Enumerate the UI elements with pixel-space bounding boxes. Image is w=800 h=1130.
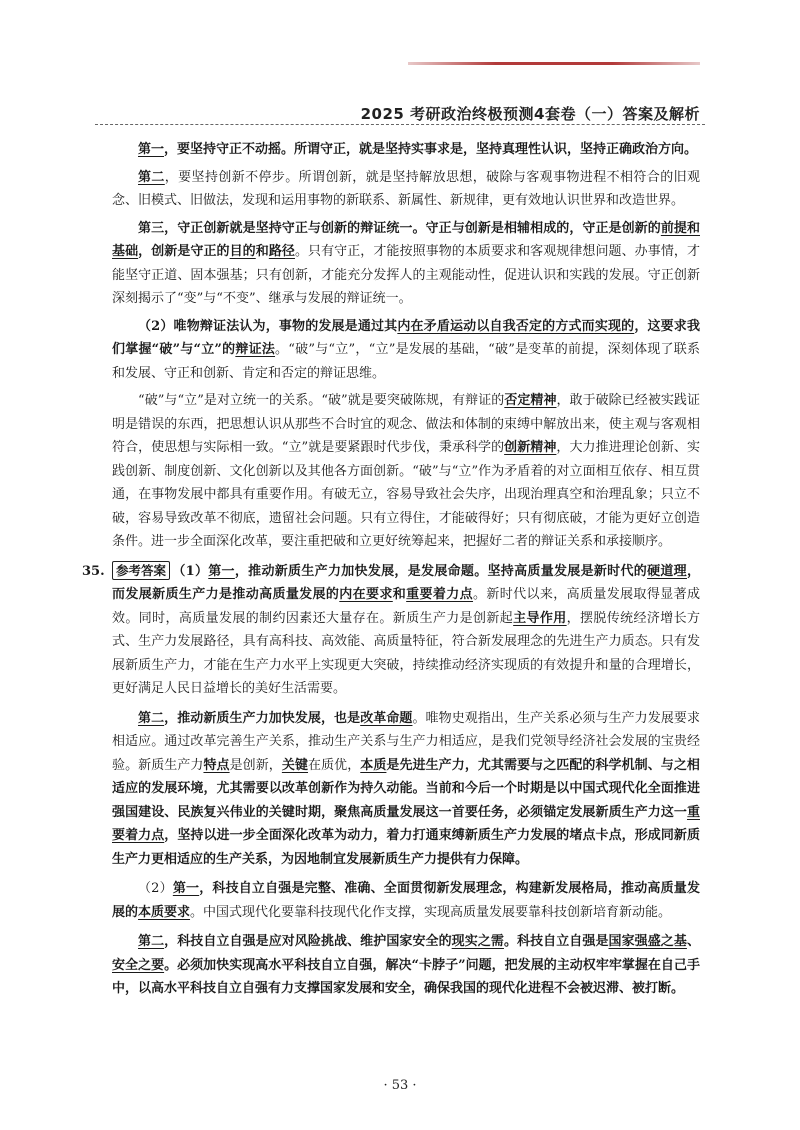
key-term: 改革命题 [360, 710, 413, 726]
paragraph-text: （2） [138, 881, 173, 896]
key-term: 路径 [268, 244, 295, 259]
key-term: 重要着力点 [112, 804, 700, 843]
paragraph-text: “破”与“立”是对立统一的关系。“破”就是要突破陈规，有辩证的 [138, 393, 505, 408]
key-term: 安全之要 [112, 957, 165, 973]
paragraph-text: 。只有守正，才能按照事物的本质要求和客观规律想问题、办事情，才能坚守正道、固本强基；只有创新，才能充分发挥人的主观能动性，促进认识和实践的发展。守正创新深刻揭示了“变”与“不变”、继承与发展的辩证统一。 [112, 244, 700, 306]
paragraph-text: 第三，守正创新就是坚持守正与创新的辩证统一。守正与创新是相辅相成的，守正是创新的 [138, 220, 661, 236]
point-label: 第二 [138, 934, 165, 949]
paragraph-reform-topic [112, 707, 700, 872]
key-term: 目的 [229, 244, 256, 259]
key-term: 特点 [203, 757, 230, 773]
paragraph-text: ，坚持以进一步全面深化改革为动力，着力打通束缚新质生产力发展的堵点卡点，形成同新质生产力更相适应的生产关系，为因地制宜发展新质生产力提供有力保障。 [112, 828, 700, 867]
paragraph-text: 是先进生产力，尤其需要与之匹配的科学机制、与之相适应的发展环境，尤其需要以改革创新作为持久动能。当前和今后一个时期是以中国式现代化全面推进强国建设、民族复兴伟业的关键时期，聚焦高质量发展这一首要任务，必须锚定发展新质生产力这一 [112, 757, 700, 820]
paragraph-text: 。中国式现代化要靠科技现代化作支撑，实现高质量发展要靠科技创新培育新动能。 [190, 904, 672, 920]
paragraph-first-point [112, 138, 700, 162]
key-term: 内在要求 [339, 587, 393, 602]
paragraph-break-and-build [112, 389, 700, 554]
paragraph-text: 和 [255, 244, 269, 259]
paragraph-text: 和 [392, 587, 407, 602]
key-term: 硬道理 [647, 563, 687, 579]
paragraph-text: 在质优， [308, 757, 361, 773]
paragraph-text: 、 [686, 934, 700, 949]
point-label: 第一 [138, 142, 165, 157]
paragraph-tech-first [112, 877, 700, 924]
key-term: 国家强盛之基 [608, 934, 687, 949]
paragraph-text: 。必须加快实现高水平科技自立自强，解决“卡脖子”问题，把发展的主动权牢牢掌握在自己手中，以高水平科技自立自强有力支撑国家发展和安全，确保我国的现代化进程不会被迟滞、被打断。 [112, 957, 700, 996]
paragraph-second-point [112, 166, 700, 213]
key-term: 本质要求 [138, 904, 191, 920]
header-accent-rule [408, 62, 700, 65]
paragraph-dialectics [112, 315, 700, 386]
paragraph-text: ，科技自立自强是应对风险挑战、维护国家安全的 [164, 934, 452, 949]
paragraph-text: 是创新， [229, 757, 282, 773]
running-header-title: 2025 考研政治终极预测4套卷（一）答案及解析 [360, 105, 700, 123]
key-term: 关键 [281, 757, 309, 773]
key-term: 本质 [360, 757, 387, 773]
point-label: 第二 [138, 169, 165, 185]
paragraph-third-point [112, 217, 700, 311]
point-label: 第二 [138, 710, 165, 726]
question-35-answer [82, 560, 700, 701]
paragraph-text: （2）唯物辩证法认为，事物的发展是通过其 [138, 318, 398, 334]
paragraph-text: ，要坚持守正不动摇。所谓守正，就是坚持实事求是，坚持真理性认识，坚持正确政治方向。 [164, 142, 698, 157]
paragraph-text: 。唯物史观指出，生产关系必须与生产力发展要求相适应。通过改革完善生产关系，推动生产关系与生产力相适应，是我们党领导经济社会发展的宝贵经验。新质生产力 [112, 710, 700, 773]
paragraph-text: ，创新是守正的 [138, 244, 230, 259]
key-term: 主导作用 [513, 610, 567, 626]
key-term: 辩证法 [235, 342, 276, 357]
point-label: 第一 [208, 563, 235, 579]
paragraph-text: ，大力推进理论创新、实践创新、制度创新、文化创新以及其他各方面创新。“破”与“立”作为矛盾着的对立面相互依存、相互贯通，在事物发展中都具有重要作用。有破无立，容易导致社会失序，出现治理真空和治理乱象；只立不破，容易导致改革不彻底，遗留社会问题。只有立得住，才能破得好；只有彻底破，才能为更好立创造条件。进一步全面深化改革，要注重把破和立更好统筹起来，把握好二者的辩证关系和承接顺序。 [112, 440, 700, 549]
point-label: 第一 [172, 881, 200, 896]
paragraph-text: ，敢于破除已经被实践证明是错误的东西，把思想认识从那些不合时宜的观念、做法和体制的束缚中解放出来，使主观与客观相符合，使思想与实际相一致。“立”就是要紧跟时代步伐，秉承科学的 [112, 393, 700, 455]
paragraph-text: ，而发展新质生产力是推动高质量发展的 [112, 563, 700, 602]
paragraph-text: ，推动新质生产力加快发展，也是 [164, 710, 361, 726]
answer-content [82, 138, 700, 1005]
paragraph-text: 。新时代以来，高质量发展取得显著成效。同时，高质量发展的制约因素还大量存在。新质生产力是创新起 [112, 587, 700, 626]
key-term: 现实之需 [451, 934, 504, 949]
key-term: 否定精神 [504, 393, 557, 408]
key-term: 前提和基础 [112, 220, 700, 259]
page-number: · 53 · [383, 1078, 417, 1093]
paragraph-text: 。“破”与“立”，“立”是发展的基础，“破”是变革的前提，深刻体现了联系和发展、守正和创新、肯定和否定的辩证思维。 [112, 342, 700, 381]
reference-answer-badge: 参考答案 [112, 561, 170, 580]
header-dashed-rule [95, 124, 705, 125]
paragraph-text: 。科技自立自强是 [503, 934, 609, 949]
key-term: 创新精神 [504, 440, 557, 455]
paragraph-tech-second [112, 930, 700, 1001]
paragraph-text: （1） [172, 563, 209, 579]
paragraph-text: ，这要求我们掌握“破”与“立”的 [112, 318, 700, 357]
key-term: 内在矛盾运动以自我否定的方式而实现的 [397, 318, 635, 334]
paragraph-text: ，要坚持创新不停步。所谓创新，就是坚持解放思想，破除与客观事物进程不相符合的旧观念、旧模式、旧做法，发现和运用事物的新联系、新属性、新规律，更有效地认识世界和改造世界。 [112, 169, 700, 208]
paragraph-text: ，推动新质生产力加快发展，是发展命题。坚持高质量发展是新时代的 [234, 563, 648, 579]
paragraph-text: ，科技自立自强是完整、准确、全面贯彻新发展理念，构建新发展格局，推动高质量发展的 [112, 881, 700, 920]
question-number: 35. [82, 563, 105, 579]
paragraph-text: ，摆脱传统经济增长方式、生产力发展路径，具有高科技、高效能、高质量特征，符合新发展理念的先进生产力质态。只有发展新质生产力，才能在生产力水平上实现更大突破，持续推动经济实现质的有效提升和量的合理增长，更好满足人民日益增长的美好生活需要。 [112, 610, 700, 696]
key-term: 重要着力点 [406, 587, 474, 602]
